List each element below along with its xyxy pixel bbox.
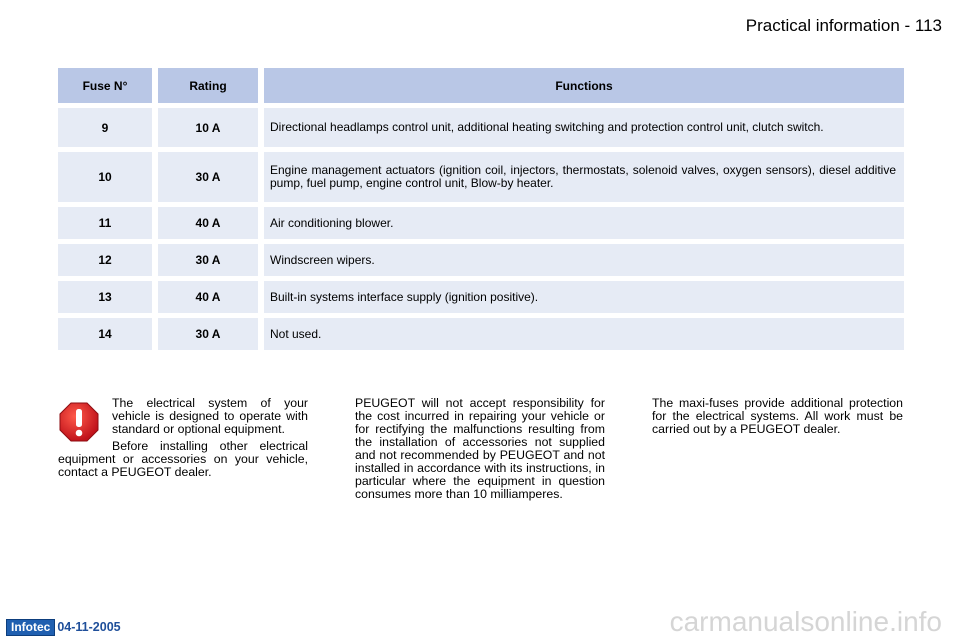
fuse-function: Engine management actuators (ignition coil, injectors, thermostats, solenoid valves, oxygen sensors), diesel additive pump, fuel pump, engine control unit, Blow-by heater. [264, 152, 904, 207]
footer [6, 619, 121, 635]
fuse-number: 10 [58, 152, 158, 207]
fuse-number: 14 [58, 318, 158, 355]
fuse-table [58, 68, 904, 355]
note-maxi-fuses: The maxi-fuses provide additional protection for the electrical systems. All work must be carried out by a PEUGEOT dealer. [652, 396, 903, 436]
page-title: Practical information - 113 [745, 16, 942, 35]
infotec-logo: Infotec [6, 619, 55, 636]
header-functions: Functions [264, 68, 904, 108]
table-header-row [58, 68, 904, 108]
table-row [58, 108, 904, 152]
fuse-number: 9 [58, 108, 158, 152]
note-responsibility: PEUGEOT will not accept responsibility for the cost incurred in repairing your vehicle or for rectifying the malfunctions resulting from the installation of accessories not supplied and not recommended by PEUGEOT and not installed in accordance with its instructions, in particular where the equipment in question consumes more than 10 milliamperes. [355, 396, 605, 501]
fuse-rating: 30 A [158, 318, 264, 355]
table-row [58, 207, 904, 244]
fuse-function: Directional headlamps control unit, additional heating switching and protection control unit, clutch switch. [264, 108, 904, 152]
header-rating: Rating [158, 68, 264, 108]
fuse-rating: 30 A [158, 152, 264, 207]
fuse-number: 11 [58, 207, 158, 244]
fuse-function: Not used. [264, 318, 904, 355]
fuse-number: 12 [58, 244, 158, 281]
fuse-rating: 30 A [158, 244, 264, 281]
fuse-rating: 40 A [158, 281, 264, 318]
watermark: carmanualsonline.info [669, 606, 942, 637]
fuse-rating: 10 A [158, 108, 264, 152]
fuse-number: 13 [58, 281, 158, 318]
table-row [58, 318, 904, 355]
fuse-function: Air conditioning blower. [264, 207, 904, 244]
header-fuse-number: Fuse N° [58, 68, 158, 108]
note-paragraph: The electrical system of your vehicle is designed to operate with standard or optional equipment. [112, 396, 308, 436]
note-paragraph: Before installing other electrical equipment or accessories on your vehicle, contact a PEUGEOT dealer. [58, 439, 308, 479]
fuse-function: Windscreen wipers. [264, 244, 904, 281]
table-row [58, 152, 904, 207]
fuse-function: Built-in systems interface supply (ignition positive). [264, 281, 904, 318]
fuse-rating: 40 A [158, 207, 264, 244]
note-electrical-system [58, 397, 308, 483]
table-row [58, 281, 904, 318]
table-row [58, 244, 904, 281]
footer-date: 04-11-2005 [57, 620, 121, 634]
